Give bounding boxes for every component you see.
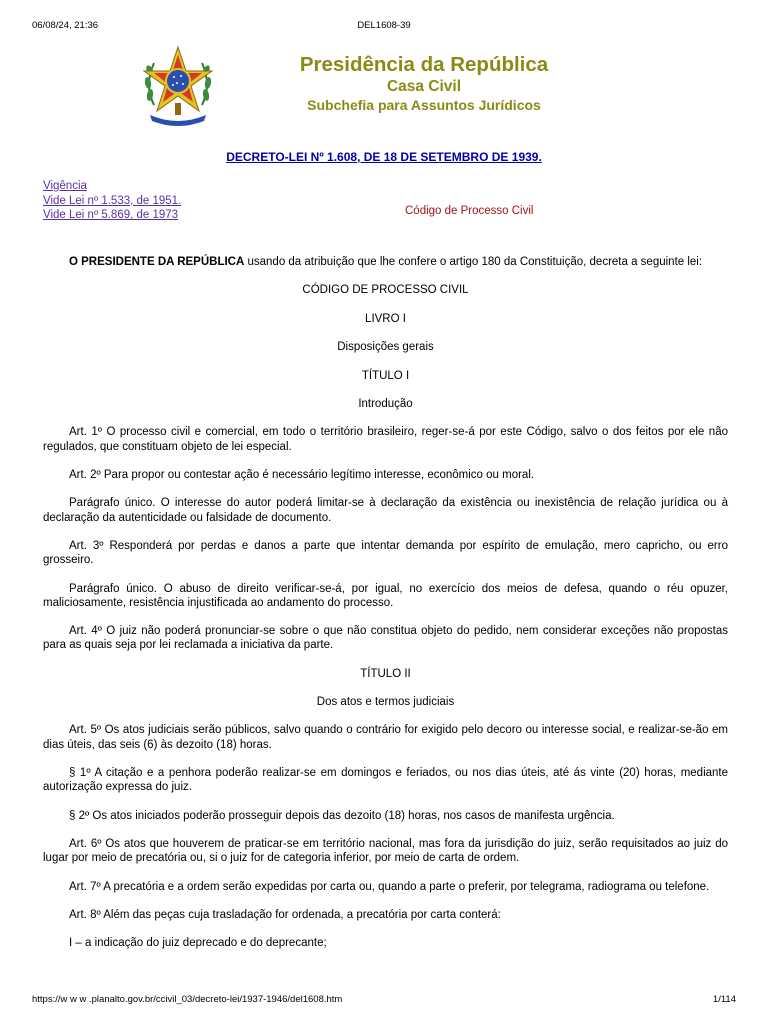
decree-title-link[interactable]: DECRETO-LEI Nº 1.608, DE 18 DE SETEMBRO DE 1939. [226, 150, 542, 164]
article-3-sole-paragraph: Parágrafo único. O abuso de direito verificar-se-á, por igual, no exercício dos meios de defesa, quando o réu opuzer, maliciosamente, resistência injustificada ao andamento do processo. [43, 582, 728, 609]
article-8: Art. 8º Além das peças cuja trasladação for ordenada, a precatória por carta conterá: [69, 909, 501, 922]
preamble-text: usando da atribuição que lhe confere o artigo 180 da Constituição, decreta a seguinte lei: [244, 256, 703, 268]
article-5-paragraph-1: § 1º A citação e a penhora poderão realizar-se em domingos e feriados, ou nos dias úteis, até ás vinte (20) horas, mediante autorização expressa do juiz. [43, 767, 728, 794]
article-5-paragraph-2: § 2º Os atos iniciados poderão prosseguir depois das dezoito (18) horas, nos casos de manifesta urgência. [69, 809, 615, 822]
heading-book-1: LIVRO I [365, 312, 406, 325]
article-8-item-i: I – a indicação do juiz deprecado e do deprecante; [69, 937, 327, 950]
masthead-subtitle: Casa Civil [386, 78, 462, 95]
print-url: https://w w w .planalto.gov.br/ccivil_03/decreto-lei/1937-1946/del1608.htm [32, 994, 343, 1005]
document-body [43, 255, 728, 965]
heading-title-2-name: Dos atos e termos judiciais [316, 696, 455, 709]
heading-code: CÓDIGO DE PROCESSO CIVIL [302, 284, 469, 297]
preamble [43, 255, 728, 269]
article-5: Art. 5º Os atos judiciais serão públicos, salvo quando o contrário for exigido pelo decoro ou interesse social, e realizar-se-ão em dias úteis, das seis (6) às dezoito (18) horas. [43, 724, 728, 751]
heading-title-1-name: Introdução [358, 397, 413, 410]
print-datetime: 06/08/24, 21:36 [32, 20, 99, 31]
heading-title-1: TÍTULO I [361, 369, 410, 382]
print-doc-id: DEL1608-39 [357, 20, 411, 31]
masthead-title: Presidência da República [299, 53, 549, 76]
article-3: Art. 3º Responderá por perdas e danos a parte que intentar demanda por espírito de emulação, mero capricho, ou erro grosseiro. [43, 539, 728, 567]
article-2: Art. 2º Para propor ou contestar ação é necessário legítimo interesse, econômico ou moral. [69, 468, 535, 481]
article-6: Art. 6º Os atos que houverem de praticar-se em território nacional, mas fora da jurisdição do juiz, serão requisitados ao juiz do lugar por meio de precatória ou, si o juiz for de categoria inferior, por meio de carta de ordem. [43, 838, 728, 865]
heading-book-1-name: Disposições gerais [337, 341, 434, 354]
vide-lei-5869-link[interactable]: Vide Lei nº 5.869, de 1973 [43, 209, 179, 221]
side-links [43, 179, 181, 223]
heading-title-2: TÍTULO II [360, 667, 411, 680]
masthead [230, 53, 618, 114]
preamble-lead: O PRESIDENTE DA REPÚBLICA [69, 256, 245, 268]
brazil-coat-of-arms-icon [140, 45, 216, 127]
vigencia-link[interactable]: Vigência [43, 180, 87, 192]
article-2-sole-paragraph: Parágrafo único. O interesse do autor poderá limitar-se à declaração da existência ou inexistência de relação jurídica ou à declaração da autenticidade ou falsidade de documento. [43, 497, 728, 524]
article-1: Art. 1º O processo civil e comercial, em todo o território brasileiro, reger-se-á por este Código, salvo o dos feitos por ele não regulados, que constituam objeto de lei especial. [43, 426, 728, 453]
masthead-sub-subtitle: Subchefia para Assuntos Jurídicos [307, 97, 541, 113]
print-page-number: 1/114 [712, 994, 736, 1005]
subject-label: Código de Processo Civil [405, 205, 534, 217]
article-4: Art. 4º O juiz não poderá pronunciar-se sobre o que não constitua objeto do pedido, nem considerar exceções não propostas para as quais seja por lei reclamada a iniciativa da parte. [43, 625, 728, 652]
article-7: Art. 7º A precatória e a ordem serão expedidas por carta ou, quando a parte o preferir, por telegrama, radiograma ou telefone. [69, 880, 710, 893]
vide-lei-1533-link[interactable]: Vide Lei nº 1.533, de 1951. [43, 194, 182, 207]
